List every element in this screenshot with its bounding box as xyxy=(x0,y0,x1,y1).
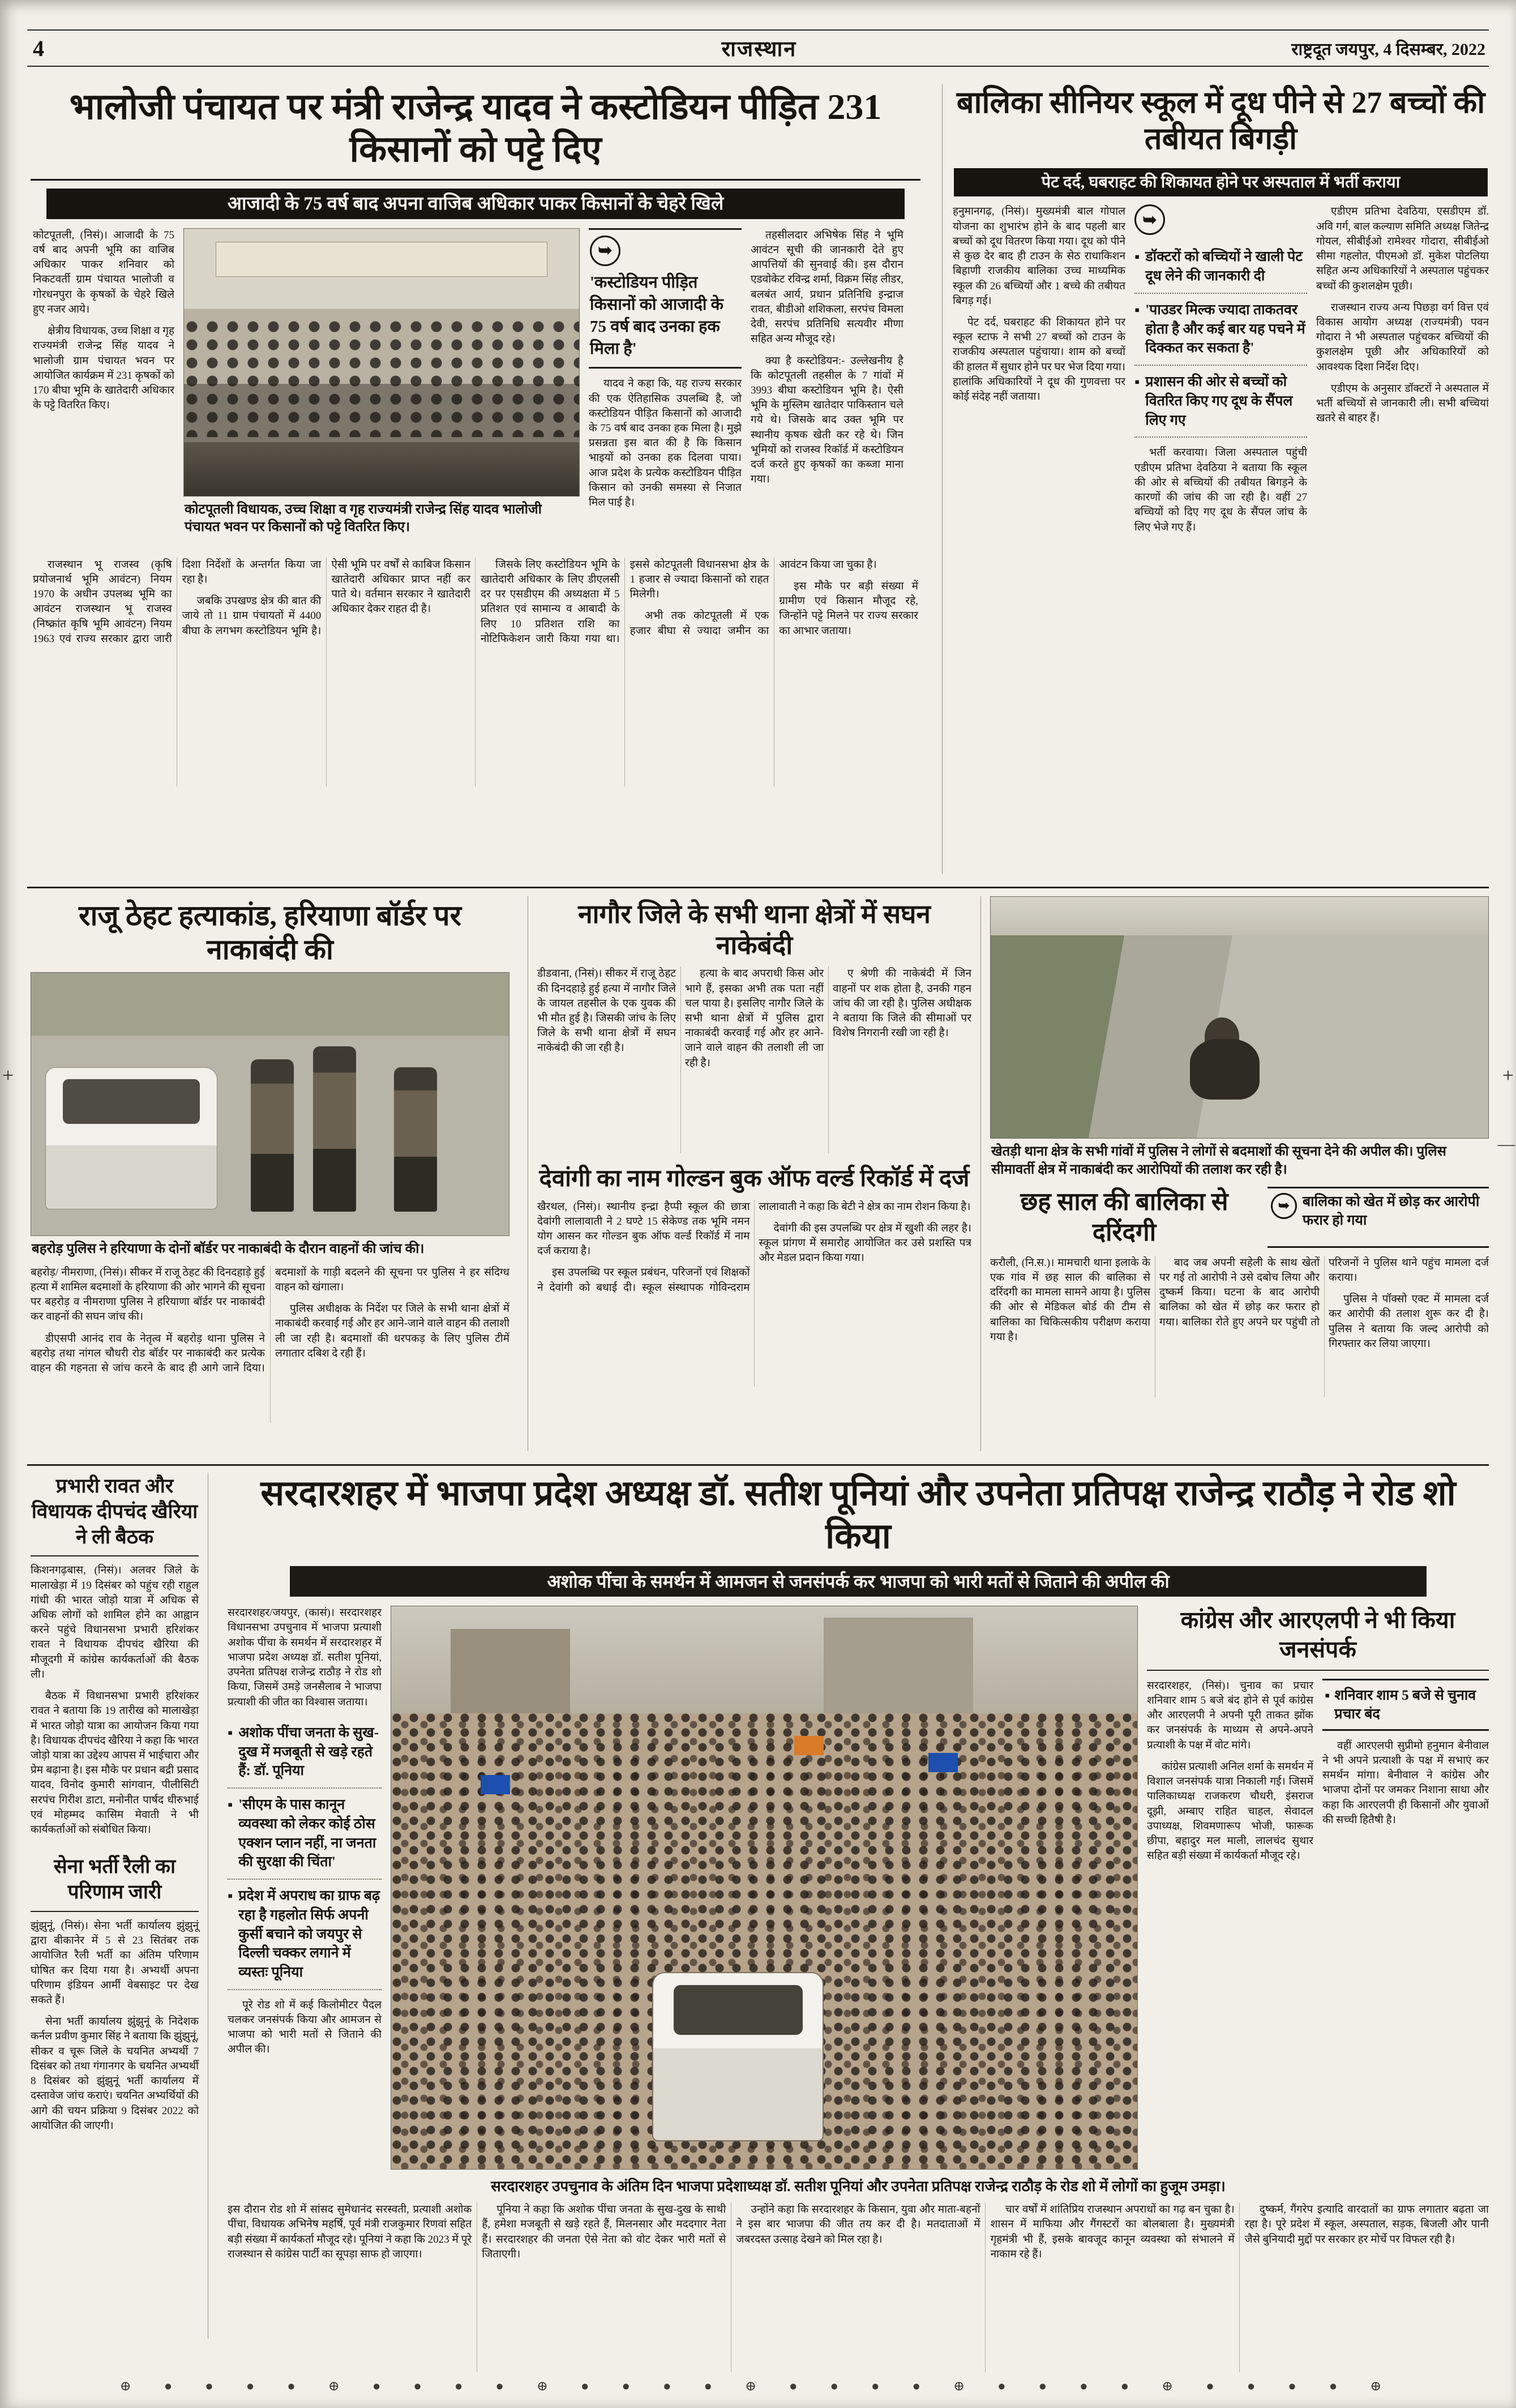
headline-bhaloji: भालोजी पंचायत पर मंत्री राजेन्द्र यादव ने कस्टोडियन पीड़ित 231 किसानों को पट्टे दिए xyxy=(31,84,920,181)
bullet-campaign-end: ▪ शनिवार शाम 5 बजे से चुनाव प्रचार बंद xyxy=(1322,1679,1489,1731)
paragraph: बहरोड़/ नीमराणा, (निसं)। सीकर में राजू ठेहट की दिनदहाड़े हुई हत्या में शामिल बदमाशों के हरियाणा की ओर भागने की सूचना पर बहरोड़ व नीमराणा पुलिस ने हरियाणा बॉर्डर पर नाकाबंदी कर वाहनों की सघन जांच की। xyxy=(31,1266,265,1323)
paragraph: बैठक में विधानसभा प्रभारी हरिशंकर रावत ने बताया कि 19 तारीख को मालाखेड़ा में भारत जोड़ो यात्रा का आयोजन किया गया है। विधायक दीपचंद खैरिया ने कहा कि भारत जोड़ो यात्रा का उद्देश्य आपस में भाईचारा और प्रेम बढ़ाना है। इस मौके पर प्रधान बद्री प्रसाद यादव, विनोद कुमारी सांगवान, पीलीसिटी सरपंच गिरीश डाटा, मनोनीत पार्षद धीरुभाई एवं मोहम्मद कासिम मेवाती ने भी कार्यकर्ताओं को संबोधित किया। xyxy=(31,1690,199,1836)
page-header xyxy=(27,29,1489,67)
figure-patta-distribution xyxy=(183,228,580,549)
paragraph: सरदारशहर/जयपुर, (कासं)। सरदारशहर विधानसभा उपचुनाव में भाजपा प्रत्याशी अशोक पींचा के समर्थन में सरदारशहर में भाजपा प्रदेश अध्यक्ष डॉ. सतीश पूनियां, उपनेता प्रतिपक्ष राजेन्द्र राठौड़ ने रोड शो किया, जिसमें उमड़े जनसैलाब ने भाजपा प्रत्याशी की जीत का विश्वास जताया। xyxy=(228,1607,382,1708)
headline-roadshow: सरदारशहर में भाजपा प्रदेश अध्यक्ष डॉ. सतीश पूनियां और उपनेता प्रतिपक्ष राजेन्द्र राठौड़ ने रोड शो किया xyxy=(260,1474,1456,1556)
paragraph: अभी तक कोटपूतली में एक हजार बीघा से ज्यादा जमीन का आवंटन किया जा चुका है। xyxy=(629,558,877,637)
paragraph: वहीं आरएलपी सुप्रीमो हनुमान बेनीवाल ने भी अपने प्रत्याशी के पक्ष में सभाएं कर समर्थन मांगा। बेनीवाल ने कांग्रेस और भाजपा दोनों पर जमकर निशाना साधा और कहा कि आरएलपी ही किसानों और युवाओं की सच्ची हितैषी है। xyxy=(1322,1739,1489,1826)
article-army-result xyxy=(31,1854,199,2133)
body-column xyxy=(1147,1679,1313,1871)
paragraph: पूरे रोड शो में कई किलोमीटर पैदल चलकर जनसंपर्क किया और आमजन से भाजपा को भारी मतों से जिताने की अपील की। xyxy=(228,1999,382,2056)
paragraph: हनुमानगढ़, (निसं)। मुख्यमंत्री बाल गोपाल योजना का शुभारंभ होने के बाद पहली बार बच्चों को दूध वितरण किया गया। दूध को पीने से कुछ देर बाद ही टाउन के सेठ राधाकिशन बिहाणी राजकीय बालिका उच्च माध्यमिक स्कूल की 26 बच्चियों और 1 बच्चे की तबीयत बिगड़ गई। xyxy=(953,206,1125,307)
paragraph: खैरथल, (निसं)। स्थानीय इन्द्रा हैप्पी स्कूल की छात्रा देवांगी लालावाती ने 2 घण्टे 15 सेकेण्ड तक भूमि नमन योग आसन कर गोल्डन बुक ऑफ वर्ल्ड रिकॉर्ड में नाम दर्ज कराया है। xyxy=(537,1200,750,1258)
article-karauli xyxy=(980,896,1489,1451)
paragraph: भर्ती करवाया। जिला अस्पताल पहुंची एडीएम प्रतिभा देवठिया ने बताया कि स्कूल की ओर से बच्चियों की तबीयत बिगड़ने के कारणों की जांच की जा रही है। वहीं 27 बच्चियों को दिए गए दूध के सैंपल जांच के लिए भेजे गए हैं। xyxy=(1134,447,1307,533)
paragraph: कोटपूतली, (निसं)। आजादी के 75 वर्ष बाद अपनी भूमि का वाजिब अधिकार पाकर शनिवार को निकटवर्ती ग्राम पंचायत भालोजी व गोरधनपुरा के कृषकों के चेहरे खिले हुए नजर आये। xyxy=(33,229,174,315)
body-column xyxy=(751,228,903,549)
paragraph: करौली, (नि.स.)। मामचारी थाना इलाके के एक गांव में छह साल की बालिका से दरिंदगी का मामला सामने आया है। पुलिस की ओर से मेडिकल बोर्ड की टीम से बालिका का चिकित्सकीय परीक्षण कराया गया है। xyxy=(990,1256,1150,1343)
paragraph: पुलिस अधीक्षक के निर्देश पर जिले के सभी थाना क्षेत्रों में नाकाबंदी करवाई गई और हर आने-जाने वाले वाहन की तलाशी ली जा रही है। बदमाशों की धरपकड़ के लिए पुलिस टीमें लगातार दबिश दे रही हैं। xyxy=(275,1303,509,1359)
flag-shape-blue xyxy=(928,1753,958,1772)
paragraph: इस दौरान रोड शो में सांसद सुमेधानंद सरस्वती, प्रत्याशी अशोक पींचा, विधायक अभिनेष महर्षि, पूर्व मंत्री राजकुमार रिणवां सहित बड़ी संख्या में कार्यकर्ता मौजूद रहे। पूनियां ने कहा कि 2023 में पूरे राजस्थान से कांग्रेस पार्टी का सूपड़ा साफ हो जाएगा। xyxy=(228,2204,472,2260)
police-figure xyxy=(313,1046,356,1212)
roadshow-left-column xyxy=(228,1606,382,2170)
car-shape xyxy=(45,1067,217,1209)
paragraph: देवांगी की इस उपलब्धि पर क्षेत्र में खुशी की लहर है। स्कूल प्रांगण में समारोह आयोजित कर उसे प्रशस्ति पत्र और मेडल प्रदान किया गया। xyxy=(759,1222,971,1264)
figure-police-check xyxy=(31,972,509,1259)
paragraph: सरदारशहर, (निसं)। चुनाव का प्रचार शनिवार शाम 5 बजे बंद होने से पूर्व कांग्रेस और आरएलपी ने अपनी पूरी ताकत झोंक कर जनसंपर्क के माध्यम से अपने-अपने प्रत्याशी के पक्ष में वोट मांगे। xyxy=(1147,1679,1313,1751)
body-columns xyxy=(537,966,971,1153)
headline-devangi: देवांगी का नाम गोल्डन बुक ऑफ वर्ल्ड रिकॉर्ड में दर्ज xyxy=(539,1166,970,1192)
left-sidebar xyxy=(27,1473,208,2339)
paragraph: दुष्कर्म, गैंगरेप इत्यादि वारदातों का ग्राफ लगातार बढ़ता जा रहा है। पूरे प्रदेश में स्कूल, अस्पताल, सड़क, बिजली और पानी जैसे बुनियादी मुद्दों पर सरकार हर मोर्चे पर विफल रही है। xyxy=(1244,2204,1489,2246)
paragraph: ए श्रेणी की नाकेबंदी में जिन वाहनों पर शक होता है, उनकी गहन जांच की जा रही है। पुलिस अधीक्षक ने बताया कि जिले की सीमाओं पर विशेष निगरानी रखी जा रही है। xyxy=(833,968,971,1040)
paragraph: किशनगढ़बास, (निसं)। अलवर जिले के मालाखेड़ा में 19 दिसंबर को पहुंच रही राहुल गांधी की भारत जोड़ो यात्रा में अधिक से अधिक लोगों को शामिल होने का आह्वान करने पहुंचे विधानसभा प्रभारी हरिशंकर रावत ने विधायक दीपचंद खैरिया की मौजूदगी में कांग्रेस कार्यकर्ताओं की बैठक ली। xyxy=(31,1564,199,1680)
bottom-section xyxy=(27,1464,1489,2345)
paragraph: तहसीलदार अभिषेक सिंह ने भूमि आवंटन सूची की जानकारी देते हुए आपत्तियों की सुनवाई की। इस दौरान एडवोकेट रविन्द्र शर्मा, विक्रम सिंह लीडर, बलबंत आर्य, प्रधान प्रतिनिधि इन्द्राज रावत, बीडीओ शशिकला, सरपंच विमला देवी, सरपंच प्रतिनिधि सत्यवीर मीणा सहित अन्य मौजूद रहे। xyxy=(751,229,903,345)
paragraph: सेना भर्ती कार्यालय झुंझुनूं के निदेशक कर्नल प्रवीण कुमार सिंह ने बताया कि झुंझुनूं, सीकर व चूरू जिले के चयनित अभ्यर्थी 7 दिसंबर को तथा गंगानगर के चयनित अभ्यर्थी 8 दिसंबर को झुंझुनूं भर्ती कार्यालय में दस्तावेज जांच कराएं। चयनित अभ्यर्थियों की आगे की चयन प्रक्रिया 9 दिसंबर 2022 को आयोजित की जाएगी। xyxy=(31,2016,199,2132)
middle-section xyxy=(27,887,1489,1457)
photo-police-check xyxy=(31,972,509,1236)
subhead-roadshow: अशोक पींचा के समर्थन में आमजन से जनसंपर्क कर भाजपा को भारी मतों से जिताने की अपील की xyxy=(290,1566,1427,1597)
pointer-arrow-icon: ➥ xyxy=(1134,204,1165,235)
flag-shape-saffron xyxy=(794,1736,824,1755)
car-window-shape xyxy=(674,1985,802,2035)
paragraph: पेट दर्द, घबराहट की शिकायत होने पर स्कूल स्टाफ ने सभी 27 बच्चों को टाउन के राजकीय अस्पताल पहुंचाया। शाम को बच्चों की हालत में सुधार होने पर घर भेज दिया गया। हालांकि अधिकारियों ने दूध की गुणवत्ता पर कोई संदेह नहीं जताया। xyxy=(953,316,1125,403)
paragraph: इस मौके पर बड़ी संख्या में ग्रामीण एवं किसान मौजूद रहे, जिन्होंने पट्टे मिलने पर राज्य सरकार का आभार जताया। xyxy=(779,580,918,637)
figure-khetri-naka xyxy=(990,896,1489,1179)
caption-police-check: बहरोड़ पुलिस ने हरियाणा के दोनों बॉर्डर पर नाकाबंदी के दौरान वाहनों की जांच की। xyxy=(32,1242,425,1256)
article-nagaur-nakebandi xyxy=(528,896,980,1451)
masthead-date: राष्ट्रदूत जयपुर, 4 दिसम्बर, 2022 xyxy=(1291,40,1485,59)
caption-patta-distribution: कोटपूतली विधायक, उच्च शिक्षा व गृह राज्यमंत्री राजेन्द्र सिंह यादव भालोजी पंचायत भवन पर किसानों को पट्टे वितरित किए। xyxy=(185,502,542,535)
paragraph: पूनिया ने कहा कि अशोक पींचा जनता के सुख-दुख के साथी हैं, हमेशा मजबूती से खड़े रहते हैं, मिलनसार और मददगार नेता हैं। सरदारशहर की जनता ऐसे नेता को वोट देकर भारी मतों से जिताएगी। xyxy=(482,2204,726,2260)
page-number: 4 xyxy=(33,35,44,61)
photo-rally-crowd xyxy=(391,1606,1138,2170)
building-shape xyxy=(824,1618,973,1713)
registration-mark-right: + xyxy=(1502,1064,1514,1087)
paragraph: क्या है कस्टोडियन:- उल्लेखनीय है कि कोटपूतली तहसील के 7 गांवों में 3993 बीघा कस्टोडियन भूमि है। ऐसी भूमि के मुस्लिम खातेदार पाकिस्तान चले गये थे। जिसके बाद उक्त भूमि पर स्थानीय कृषक खेती कर रहे थे। जिन भूमियों को राजस्व रिकॉर्ड में कस्टोडियन दर्ज करते हुए कृषकों का कब्जा माना गया। xyxy=(751,354,903,486)
paragraph: इस उपलब्धि पर स्कूल प्रबंधन, परिजनों एवं शिक्षकों ने देवांगी को बधाई दी। स्कूल संस्थापक गोविन्दराम लालावाती ने कहा कि बेटी ने क्षेत्र का नाम रोशन किया है। xyxy=(537,1200,971,1294)
photo-patta-distribution xyxy=(183,228,580,497)
section-title: राजस्थान xyxy=(721,37,797,61)
table-shape xyxy=(184,442,579,495)
article-bhaloji-pattas xyxy=(31,84,920,874)
body-column xyxy=(953,204,1125,839)
building-shape xyxy=(451,1629,570,1713)
bullet-column xyxy=(1134,204,1307,839)
paragraph: एडीएम प्रतिभा देवठिया, एसडीएम डॉ. अवि गर्ग, बाल कल्याण समिति अध्यक्ष जितेन्द्र गोयल, सीबीईओ रामेश्वर गोदारा, सीबीईओ सीमा गहलोत, पीएमओ डॉ. मुकेश पोटलिया सहित अन्य अधिकारियों ने अस्पताल पहुंचकर बच्चों की कुशलक्षेम पूछी। xyxy=(1316,206,1489,292)
bullet-karauli-text: बालिका को खेत में छोड़ कर आरोपी फरार हो गया xyxy=(1302,1194,1480,1228)
photo-khetri-road xyxy=(990,896,1489,1139)
paragraph: जबकि उपखण्ड क्षेत्र की बात की जाये तो 11 ग्राम पंचायतों में 4400 बीघा के लगभग कस्टोडियन भूमि है। ऐसी भूमि पर वर्षों से काबिज किसान खातेदारी अधिकार प्राप्त नहीं कर पाते थे। वर्तमान सरकार ने खातेदारी अधिकार देकर राहत दी है। xyxy=(182,558,470,637)
headline-karauli: छह साल की बालिका से दरिंदगी xyxy=(1020,1188,1228,1247)
article-kishangarhbas xyxy=(31,1474,199,1837)
pointer-arrow-icon: ➥ xyxy=(1271,1193,1297,1219)
paragraph: झुंझुनूं, (निसं)। सेना भर्ती कार्यालय झुंझुनूं द्वारा बीकानेर में 5 से 23 सितंबर तक आयोजित रैली भर्ती का अंतिम परिणाम घोषित कर दिया गया है। अभ्यर्थी अपना परिणाम इंडियन आर्मी वेबसाइट पर देख सकते हैं। xyxy=(31,1919,199,2007)
caption-khetri-naka: खेतड़ी थाना क्षेत्र के सभी गांवों में पुलिस ने लोगों से बदमाशों की सूचना देने की अपील की। पुलिस सीमावर्ती क्षेत्र में नाकाबंदी कर आरोपियों की तलाश कर रही है। xyxy=(991,1144,1446,1177)
body-columns-bottom xyxy=(31,558,920,786)
flag-shape-blue xyxy=(481,1775,510,1794)
bullet-milk-1: ▪ डॉक्टरों को बच्चियों ने खाली पेट दूध लेने की जानकारी दी xyxy=(1134,241,1307,294)
article-roadshow xyxy=(219,1473,1489,2339)
headline-behror: राजू ठेहट हत्याकांड, हरियाणा बॉर्डर पर नाकाबंदी की xyxy=(79,900,461,965)
paragraph: हत्या के बाद अपराधी किस ओर भागे हैं, इसका अभी तक पता नहीं चल पाया है। इसलिए नागौर जिले के सभी थाना क्षेत्रों में पुलिस द्वारा नाकाबंदी करवाई गई और हर आने-जाने वाले वाहन की तलाशी ली जा रही है। xyxy=(685,968,824,1069)
paragraph: क्षेत्रीय विधायक, उच्च शिक्षा व गृह राज्यमंत्री राजेन्द्र सिंह यादव ने भालोजी ग्राम पंचायत भवन पर आयोजित कार्यक्रम में 231 कृषकों को 170 बीघा भूमि के खातेदारी अधिकार के पट्टे वितरित किए। xyxy=(33,325,174,412)
paragraph: चार वर्षों में शांतिप्रिय राजस्थान अपराधों का गढ़ बन चुका है। शासन में माफिया और गैंगस्टरों का बोलबाला है। मुख्यमंत्री गृहमंत्री भी हैं, इसके बावजूद कानून व्यवस्था को संभालने में नाकाम रहे हैं। xyxy=(990,2204,1235,2260)
bullet-milk-3: ▪ प्रशासन की ओर से बच्चों को वितरित किए गए दूध के सैंपल लिए गए xyxy=(1134,366,1307,438)
headline-nagaur: नागौर जिले के सभी थाना क्षेत्रों में सघन नाकेबंदी xyxy=(578,900,931,960)
caption-rally: सरदारशहर उपचुनाव के अंतिम दिन भाजपा प्रदेशाध्यक्ष डॉ. सतीश पूनियां और उपनेता प्रतिपक्ष राजेन्द्र राठौड़ के रोड शो में लोगों का हुजूम उमड़ा। xyxy=(491,2178,1226,2195)
paragraph: बाद जब अपनी सहेली के साथ खेतों पर गई तो आरोपी ने उसे दबोच लिया और दुष्कर्म किया। घटना के बाद आरोपी बालिका को खेत में छोड़ कर फरार हो गया। बालिका रोते हुए अपने घर पहुंची तो परिजनों ने पुलिस थाने पहुंच मामला दर्ज कराया। xyxy=(1159,1256,1489,1328)
bullet-roadshow-1: ▪ अशोक पींचा जनता के सुख-दुख में मजबूती से खड़े रहते हैं: डॉ. पूनिया xyxy=(228,1717,382,1789)
body-column xyxy=(1316,204,1489,839)
police-figure xyxy=(394,1067,437,1212)
bullet-roadshow-2: ▪ 'सीएम के पास कानून व्यवस्था को लेकर कोई ठोस एक्शन प्लान नहीं, ना जनता की सुरक्षा की चिंता' xyxy=(228,1789,382,1880)
crowd-texture xyxy=(184,319,579,437)
headline-congress-rlp: कांग्रेस और आरएलपी ने भी किया जनसंपर्क xyxy=(1147,1606,1489,1671)
paragraph: डीएसपी आनंद राव के नेतृत्व में बहरोड़ थाना पुलिस ने बहरोड़ तथा नांगल चौधरी रोड बॉर्डर पर नाकाबंदी कर प्रत्येक वाहन की गहनता से जांच करने के बाद ही आगे जाने दिया। बदमाशों के गाड़ी बदलने की सूचना पर पुलिस ने हर संदिग्ध वाहन को खंगाला। xyxy=(31,1266,509,1374)
sky-shape xyxy=(991,897,1488,935)
body-columns xyxy=(990,1256,1489,1397)
headline-school-milk: बालिका सीनियर स्कूल में दूध पीने से 27 बच्चों की तबीयत बिगड़ी xyxy=(956,85,1485,156)
pullquote-text: 'कस्टोडियन पीड़ित किसानों को आजादी के 75 वर्ष बाद उनका हक मिला है' xyxy=(590,273,723,358)
headline-kishangarhbas: प्रभारी रावत और विधायक दीपचंद खैरिया ने ली बैठक xyxy=(31,1474,199,1556)
registration-dash-right: — xyxy=(1498,1135,1515,1153)
motorbike-shape xyxy=(1190,1039,1260,1100)
article-congress-rlp xyxy=(1147,1606,1489,2170)
article-school-milk xyxy=(942,84,1489,874)
body-columns xyxy=(31,1265,509,1423)
bullet-milk-2: ▪ 'पाउडर मिल्क ज्यादा ताकतवर होता है और कई बार यह पचने में दिक्कत कर सकता है' xyxy=(1134,294,1307,366)
paragraph: कांग्रेस प्रत्याशी अनिल शर्मा के समर्थन में विशाल जनसंपर्क यात्रा निकाली गई। जिसमें पालिकाध्यक्ष राजकरण चौधरी, इंसराज दूझी, अम्बाए राहित चाहल, सेवादल उपाध्यक्ष, शिवमणारूप भोजी, फारूक छीपा, बहादुर मल माली, लालचंद सुथार सहित बड़ी संख्या में कार्यकर्ता मौजूद रहे। xyxy=(1147,1760,1313,1862)
print-marks-strip: ⊕ ● ● ● ● ⊕ ● ● ● ● ⊕ ● ● ● ● ⊕ ● ● ● ● ⊕ ● ● ● ● ⊕ ● ● ● ● ⊕ xyxy=(119,2379,1397,2394)
paragraph: राजस्थान भू राजस्व (कृषि प्रयोजनार्थ भूमि आवंटन) नियम 1970 के अधीन उपलब्ध भूमि का आवंटन राजस्थान भू राजस्व (निष्क्रांत कृषि भूमि आवंटन) नियम 1963 एवं राज्य सरकार द्वारा जारी दिशा निर्देशों के अन्तर्गत किया जा रहा है। xyxy=(33,558,322,645)
roadshow-bottom-columns xyxy=(228,2202,1489,2372)
bullet-roadshow-3: ▪ प्रदेश में अपराध का ग्राफ बढ़ रहा है गहलोत सिर्फ अपनी कुर्सी बचाने को जयपुर से दिल्ली चक्कर लगाने में व्यस्तः पूनिया xyxy=(228,1880,382,1990)
paragraph: राजस्थान राज्य अन्य पिछड़ा वर्ग वित्त एवं विकास आयोग अध्यक्ष (राज्यमंत्री) पवन गोदारा ने भी अस्पताल पहुंचकर बच्चियों की कुशलक्षेम पूछी और अधिकारियों को आवश्यक दिशा निर्देश दिए। xyxy=(1316,301,1489,373)
paragraph: यादव ने कहा कि, यह राज्य सरकार की एक ऐतिहासिक उपलब्धि है, जो कस्टोडियन पीड़ित किसानों को आजादी के 75 वर्ष बाद उनका हक मिला है। मुझे प्रसन्नता इस बात की है कि किसान भाइयों को उनका हक दिलवा पाया। आज प्रदेश के प्रत्येक कस्टोडियन पीड़ित किसान को उनकी समस्या से निजात मिल पाई है। xyxy=(589,378,742,509)
headline-army-result: सेना भर्ती रैली का परिणाम जारी xyxy=(31,1854,199,1912)
car-shape xyxy=(652,1972,824,2141)
body-columns xyxy=(537,1200,971,1387)
top-section xyxy=(27,79,1489,879)
article-behror-nakabandi xyxy=(31,896,509,1451)
paragraph: एडीएम के अनुसार डॉक्टरों ने अस्पताल में भर्ती बच्चियों से जानकारी ली। सभी बच्चियां खतरे से बाहर हैं। xyxy=(1316,382,1489,425)
paragraph: जिसके लिए कस्टोडियन भूमि के खातेदारी अधिकार के लिए डीएलसी दर पर एसडीएम की अध्यक्षता में 5 प्रतिशत एवं सामान्य व आबादी के लिए 10 प्रतिशत राशि का नोटिफिकेशन जारी किया गया था। इससे कोटपूतली विधानसभा क्षेत्र के 1 हजार से ज्यादा किसानों को राहत मिलेगी। xyxy=(480,558,769,645)
police-figure xyxy=(251,1059,294,1212)
registration-mark-left: + xyxy=(2,1064,14,1087)
paragraph: डीडवाना, (निसं)। सीकर में राजू ठेहट की दिनदहाड़े हुई हत्या में नागौर जिले के जायल तहसील के एक युवक की भी मौत हुई है। जिसकी जांच के लिए जिले के सभी थाना क्षेत्रों में सघन नाकेबंदी की जा रही है। xyxy=(537,968,676,1054)
car-window-shape xyxy=(63,1079,199,1124)
paragraph: उन्होंने कहा कि सरदारशहर के किसान, युवा और माता-बहनों ने इस बार भाजपा की जीत तय कर दी है। मतदाताओं में जबरदस्त उत्साह देखने को मिल रहा है। xyxy=(736,2204,980,2246)
pointer-arrow-icon: ➥ xyxy=(590,236,620,266)
body-column xyxy=(1322,1679,1489,1871)
banner-shape xyxy=(216,242,547,276)
body-column xyxy=(33,228,174,549)
subhead-school-milk: पेट दर्द, घबराहट की शिकायत होने पर अस्पताल में भर्ती कराया xyxy=(954,168,1488,196)
body-column xyxy=(589,228,742,549)
subhead-bhaloji: आजादी के 75 वर्ष बाद अपना वाजिब अधिकार पाकर किसानों के चेहरे खिले xyxy=(46,189,905,219)
bullet-karauli-box xyxy=(1267,1187,1489,1247)
pullquote-box xyxy=(589,228,742,369)
paragraph: पुलिस ने पॉक्सो एक्ट में मामला दर्ज कर आरोपी की तलाश शुरू कर दी है। पुलिस ने बताया कि जल्द आरोपी को गिरफ्तार कर लिया जाएगा। xyxy=(1329,1293,1489,1350)
